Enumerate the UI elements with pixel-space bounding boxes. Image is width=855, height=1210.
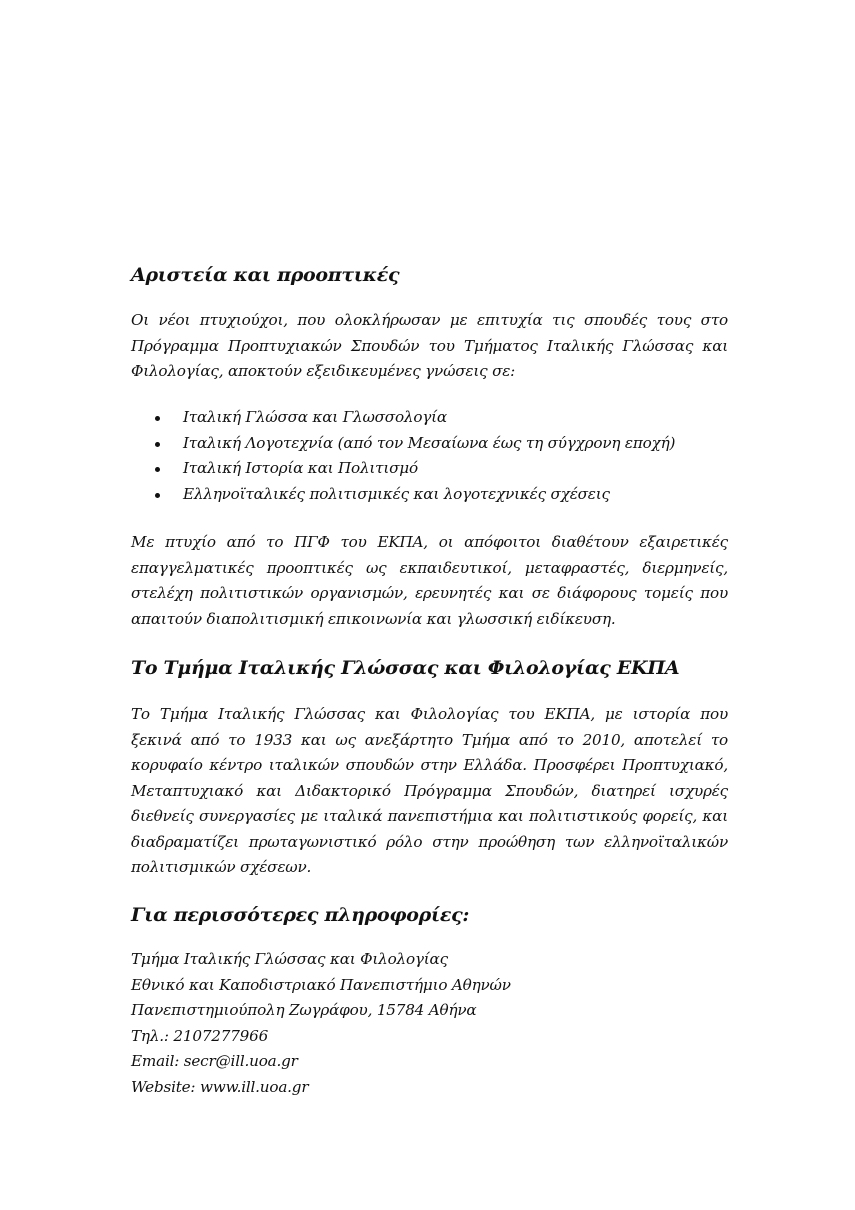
bullet-icon <box>155 416 160 421</box>
career-prospects-paragraph: Με πτυχίο από το ΠΓΦ του ΕΚΠΑ, οι απόφοιτοι διαθέτουν εξαιρετικές επαγγελματικές προοπτικές ως εκπαιδευτικοί, μεταφραστές, διερμηνείς, στελέχη πολιτιστικών οργανισμών, ερευνητές και σε διάφορους τομείς που απαιτούν διαπολιτισμική επικοινωνία και γλωσσική ειδίκευση. <box>131 533 728 628</box>
contact-university: Εθνικό και Καποδιστριακό Πανεπιστήμιο Αθηνών <box>131 975 511 994</box>
list-item <box>131 482 728 508</box>
list-item-text: Ιταλική Γλώσσα και Γλωσσολογία <box>183 408 447 426</box>
list-item-text: Ελληνοϊταλικές πολιτισμικές και λογοτεχνικές σχέσεις <box>183 484 610 503</box>
bullet-icon <box>155 467 160 472</box>
contact-address: Πανεπιστημιούπολη Ζωγράφου, 15784 Αθήνα <box>131 1001 477 1019</box>
list-item-text: Ιταλική Λογοτεχνία (από τον Μεσαίωνα έως τη σύγχρονη εποχή) <box>183 433 676 452</box>
list-item <box>131 405 728 431</box>
section-heading-department: Το Τμήμα Ιταλικής Γλώσσας και Φιλολογίας ΕΚΠΑ <box>131 657 680 679</box>
list-item-text: Ιταλική Ιστορία και Πολιτισμό <box>183 459 418 477</box>
contact-department: Τμήμα Ιταλικής Γλώσσας και Φιλολογίας <box>131 950 448 968</box>
contact-phone: Τηλ.: 2107277966 <box>131 1026 269 1045</box>
contact-block <box>131 947 511 1100</box>
excellence-intro-paragraph: Οι νέοι πτυχιούχοι, που ολοκλήρωσαν με επιτυχία τις σπουδές τους στο Πρόγραμμα Προπτυχιακών Σπουδών του Τμήματος Ιταλικής Γλώσσας και Φιλολογίας, αποκτούν εξειδικευμένες γνώσεις σε: <box>131 311 728 380</box>
list-item <box>131 456 728 482</box>
knowledge-areas-list <box>131 405 728 507</box>
bullet-icon <box>155 442 160 447</box>
department-description-paragraph: Το Τμήμα Ιταλικής Γλώσσας και Φιλολογίας του ΕΚΠΑ, με ιστορία που ξεκινά από το 1933 και ως ανεξάρτητο Τμήμα από το 2010, αποτελεί το κορυφαίο κέντρο ιταλικών σπουδών στην Ελλάδα. Προσφέρει Προπτυχιακό, Μεταπτυχιακό και Διδακτορικό Πρόγραμμα Σπουδών, διατηρεί ισχυρές διεθνείς συνεργασίες με ιταλικά πανεπιστήμια και πολιτιστικούς φορείς, και διαδραματίζει πρωταγωνιστικό ρόλο στην προώθηση των ελληνοϊταλικών πολιτισμικών σχέσεων. <box>131 705 728 876</box>
section-heading-more-info: Για περισσότερες πληροφορίες: <box>131 904 470 926</box>
section-heading-excellence: Αριστεία και προοπτικές <box>131 264 400 286</box>
contact-email: Email: secr@ill.uoa.gr <box>131 1052 298 1070</box>
contact-website: Website: www.ill.uoa.gr <box>131 1077 309 1096</box>
bullet-icon <box>155 493 160 498</box>
list-item <box>131 431 728 457</box>
